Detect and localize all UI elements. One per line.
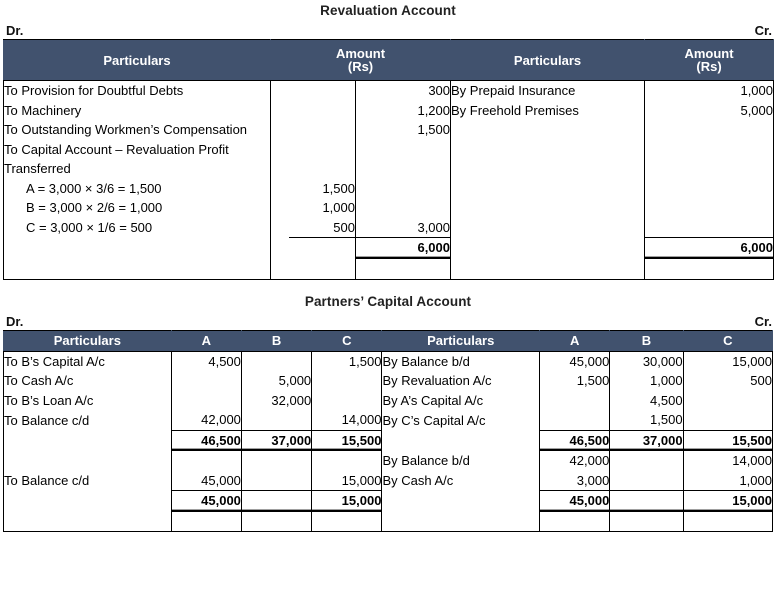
cap-debit-particulars: To Balance c/d (4, 410, 172, 430)
capital-account-section (0, 294, 776, 533)
capital-table (3, 330, 773, 533)
revaluation-cr-label: Cr. (754, 23, 772, 38)
table-row (4, 371, 773, 391)
reval-credit-particulars-empty (451, 198, 645, 218)
reval-debit-particulars: A = 3,000 × 3/6 = 1,500 (4, 179, 271, 199)
cap-credit-particulars: By C’s Capital A/c (382, 410, 540, 430)
cap-debit-c (312, 451, 382, 471)
cap-s1-debit-total-a: 46,500 (171, 430, 241, 451)
cap-credit-b: 30,000 (610, 351, 683, 371)
reval-trailing-left (4, 258, 271, 279)
cap-debit-a: 45,000 (171, 471, 241, 491)
cap-trailing-b-left (241, 511, 311, 532)
cap-debit-a (171, 451, 241, 471)
reval-debit-sub (271, 120, 356, 140)
reval-trailing-row (4, 258, 774, 279)
cap-credit-b (610, 471, 683, 491)
cap-credit-a: 1,500 (540, 371, 610, 391)
reval-debit-particulars: Transferred (4, 159, 271, 179)
table-row (4, 179, 774, 199)
cap-s2-debit-total-b (241, 491, 311, 512)
reval-total-spacer-sub (271, 238, 356, 259)
cap-trailing-left (4, 511, 172, 532)
reval-credit-amount-empty (645, 179, 774, 199)
header-particulars-right: Particulars (382, 330, 540, 351)
capital-title: Partners’ Capital Account (304, 293, 472, 309)
cap-debit-a (171, 391, 241, 411)
cap-debit-b: 5,000 (241, 371, 311, 391)
header-amount-left: Amount (Rs) (271, 40, 451, 81)
cap-trailing-right (382, 511, 540, 532)
reval-credit-particulars-empty (451, 218, 645, 238)
reval-total-row (4, 238, 774, 259)
revaluation-drcr-row (0, 23, 776, 39)
cap-s2-debit-total-a: 45,000 (171, 491, 241, 512)
reval-debit-sub (271, 81, 356, 101)
capital-header-row (4, 330, 773, 351)
revaluation-account-section (0, 0, 776, 280)
reval-debit-particulars: To Outstanding Workmen’s Compensation (4, 120, 271, 140)
reval-debit-particulars: C = 3,000 × 1/6 = 500 (4, 218, 271, 238)
cap-s1-debit-total-c: 15,500 (312, 430, 382, 451)
reval-credit-amount-empty (645, 198, 774, 218)
reval-trailing-amount-left (356, 258, 451, 279)
reval-debit-sub: 1,500 (271, 179, 356, 199)
reval-credit-particulars-empty (451, 140, 645, 160)
cap-s2-credit-total-b (610, 491, 683, 512)
cap-s1-debit-total-b: 37,000 (241, 430, 311, 451)
reval-trailing-amount-right (645, 258, 774, 279)
cap-s1-total-spacer-right (382, 430, 540, 451)
reval-credit-amount: 5,000 (645, 101, 774, 121)
cap-credit-c: 15,000 (683, 351, 772, 371)
cap-credit-c (683, 391, 772, 411)
cap-credit-c: 500 (683, 371, 772, 391)
revaluation-dr-label: Dr. (6, 23, 24, 38)
cap-credit-a (540, 391, 610, 411)
revaluation-table (3, 39, 774, 280)
cap-debit-b (241, 410, 311, 430)
reval-credit-particulars-empty (451, 179, 645, 199)
reval-debit-amount: 300 (356, 81, 451, 101)
cap-s1-credit-total-a: 46,500 (540, 430, 610, 451)
cap-debit-b (241, 351, 311, 371)
cap-credit-particulars: By Balance b/d (382, 351, 540, 371)
cap-credit-b: 1,500 (610, 410, 683, 430)
cap-credit-b (610, 451, 683, 471)
capital-section2-total-row (4, 491, 773, 512)
reval-credit-particulars-empty (451, 159, 645, 179)
table-row (4, 218, 774, 238)
header-particulars-left: Particulars (4, 40, 271, 81)
cap-debit-a: 42,000 (171, 410, 241, 430)
header-particulars-right: Particulars (451, 40, 645, 81)
header-b-right: B (610, 330, 683, 351)
reval-total-spacer-left (4, 238, 271, 259)
table-row (4, 451, 773, 471)
cap-trailing-a-left (171, 511, 241, 532)
table-row (4, 120, 774, 140)
reval-credit-amount-empty (645, 140, 774, 160)
reval-credit-particulars-empty (451, 120, 645, 140)
cap-trailing-c-left (312, 511, 382, 532)
cap-credit-particulars: By Cash A/c (382, 471, 540, 491)
cap-s2-total-spacer-right (382, 491, 540, 512)
cap-credit-a: 42,000 (540, 451, 610, 471)
cap-s1-total-spacer-left (4, 430, 172, 451)
reval-credit-total: 6,000 (645, 238, 774, 259)
table-row (4, 140, 774, 160)
cap-trailing-a-right (540, 511, 610, 532)
cap-credit-a: 3,000 (540, 471, 610, 491)
capital-cr-label: Cr. (754, 313, 772, 329)
cap-debit-b: 32,000 (241, 391, 311, 411)
cap-credit-c: 14,000 (683, 451, 772, 471)
cap-debit-b (241, 471, 311, 491)
cap-s2-credit-total-a: 45,000 (540, 491, 610, 512)
cap-credit-c (683, 410, 772, 430)
cap-s1-credit-total-c: 15,500 (683, 430, 772, 451)
reval-debit-particulars: To Machinery (4, 101, 271, 121)
capital-section1-total-row (4, 430, 773, 451)
reval-trailing-sub (271, 258, 356, 279)
cap-debit-particulars: To Balance c/d (4, 471, 172, 491)
reval-credit-particulars: By Prepaid Insurance (451, 81, 645, 101)
reval-debit-particulars: B = 3,000 × 2/6 = 1,000 (4, 198, 271, 218)
cap-debit-a (171, 371, 241, 391)
reval-debit-amount (356, 159, 451, 179)
cap-credit-particulars: By Balance b/d (382, 451, 540, 471)
reval-debit-particulars: To Capital Account – Revaluation Profit (4, 140, 271, 160)
reval-debit-sub: 500 (271, 218, 356, 238)
reval-debit-total: 6,000 (356, 238, 451, 259)
table-row (4, 159, 774, 179)
cap-debit-particulars: To Cash A/c (4, 371, 172, 391)
reval-trailing-right (451, 258, 645, 279)
cap-s2-credit-total-c: 15,000 (683, 491, 772, 512)
reval-debit-amount: 1,500 (356, 120, 451, 140)
header-c-left: C (312, 330, 382, 351)
table-row (4, 81, 774, 101)
cap-debit-c: 15,000 (312, 471, 382, 491)
header-c-right: C (683, 330, 772, 351)
header-b-left: B (241, 330, 311, 351)
reval-debit-sub (271, 101, 356, 121)
table-row (4, 351, 773, 371)
reval-credit-amount-empty (645, 159, 774, 179)
reval-total-spacer-right (451, 238, 645, 259)
cap-debit-c (312, 371, 382, 391)
revaluation-header-row (4, 40, 774, 81)
cap-trailing-b-right (610, 511, 683, 532)
header-particulars-left: Particulars (4, 330, 172, 351)
table-row (4, 198, 774, 218)
cap-s2-total-spacer-left (4, 491, 172, 512)
cap-debit-a: 4,500 (171, 351, 241, 371)
reval-debit-sub (271, 140, 356, 160)
reval-debit-amount (356, 179, 451, 199)
reval-debit-amount: 1,200 (356, 101, 451, 121)
header-a-left: A (171, 330, 241, 351)
cap-debit-particulars (4, 451, 172, 471)
cap-trailing-c-right (683, 511, 772, 532)
cap-s2-debit-total-c: 15,000 (312, 491, 382, 512)
table-row (4, 391, 773, 411)
cap-debit-c: 1,500 (312, 351, 382, 371)
capital-drcr-row (0, 314, 776, 330)
cap-credit-particulars: By Revaluation A/c (382, 371, 540, 391)
cap-debit-particulars: To B’s Capital A/c (4, 351, 172, 371)
capital-dr-label: Dr. (6, 313, 24, 329)
cap-debit-b (241, 451, 311, 471)
table-row (4, 101, 774, 121)
reval-debit-amount (356, 140, 451, 160)
cap-debit-c: 14,000 (312, 410, 382, 430)
cap-credit-b: 4,500 (610, 391, 683, 411)
header-amount-right: Amount (Rs) (645, 40, 774, 81)
capital-trailing-row (4, 511, 773, 532)
table-row (4, 471, 773, 491)
header-a-right: A (540, 330, 610, 351)
table-row (4, 410, 773, 430)
cap-debit-c (312, 391, 382, 411)
cap-credit-a: 45,000 (540, 351, 610, 371)
reval-credit-amount-empty (645, 120, 774, 140)
reval-credit-amount: 1,000 (645, 81, 774, 101)
reval-debit-amount (356, 198, 451, 218)
reval-credit-amount-empty (645, 218, 774, 238)
cap-credit-particulars: By A’s Capital A/c (382, 391, 540, 411)
reval-credit-particulars: By Freehold Premises (451, 101, 645, 121)
cap-debit-particulars: To B’s Loan A/c (4, 391, 172, 411)
reval-debit-amount: 3,000 (356, 218, 451, 238)
cap-s1-credit-total-b: 37,000 (610, 430, 683, 451)
cap-credit-b: 1,000 (610, 371, 683, 391)
reval-debit-sub: 1,000 (271, 198, 356, 218)
cap-credit-c: 1,000 (683, 471, 772, 491)
cap-credit-a (540, 410, 610, 430)
reval-debit-sub (271, 159, 356, 179)
revaluation-title: Revaluation Account (320, 3, 456, 18)
reval-debit-particulars: To Provision for Doubtful Debts (4, 81, 271, 101)
